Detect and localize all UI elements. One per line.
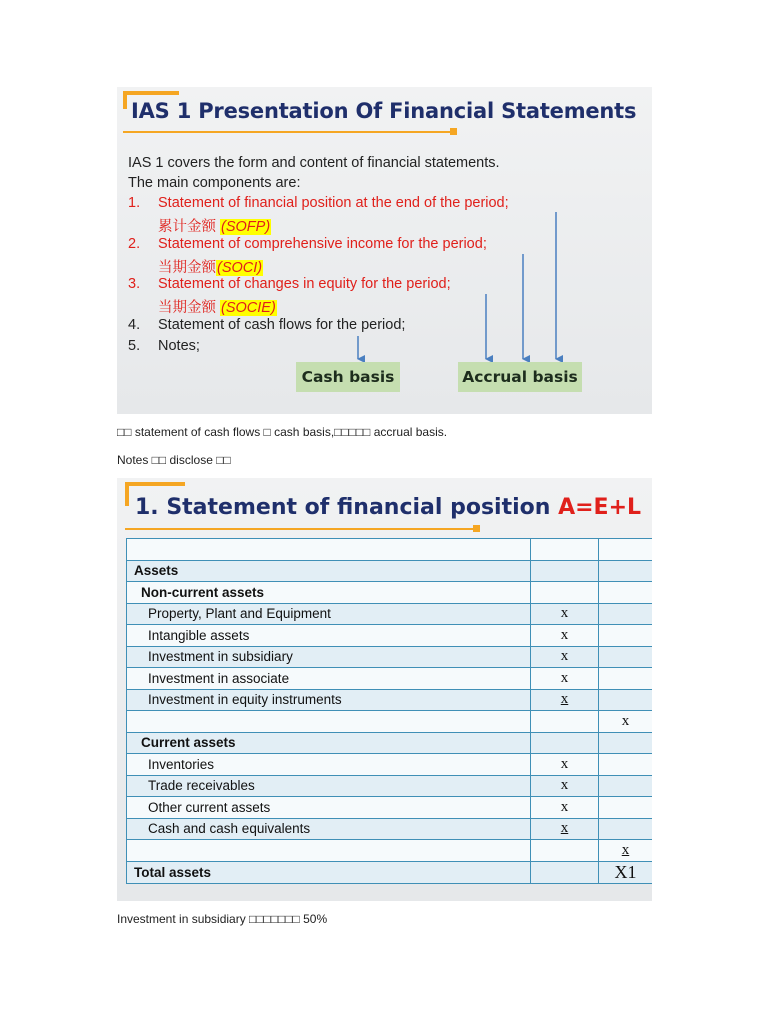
row-label (127, 840, 531, 862)
table-row (127, 603, 653, 625)
amount-column-1 (531, 711, 599, 733)
item-text: Statement of comprehensive income for the period; (158, 236, 487, 252)
amount-column-2 (599, 603, 653, 625)
row-label: Investment in equity instruments (127, 689, 531, 711)
row-label: Inventories (127, 754, 531, 776)
amount-column-2 (599, 754, 653, 776)
table-row (127, 775, 653, 797)
amount-column-1 (531, 539, 599, 561)
title-equation: A=E+L (558, 495, 642, 520)
table-row (127, 646, 653, 668)
slide-title: IAS 1 Presentation Of Financial Statements (131, 99, 637, 123)
amount-column-1 (531, 861, 599, 883)
amount-value: x (621, 841, 630, 858)
amount-column-1 (531, 560, 599, 582)
table-row (127, 582, 653, 604)
slide-sofp (117, 478, 652, 901)
intro-line-1: IAS 1 covers the form and content of financial statements. (128, 155, 500, 171)
sofp-table (126, 538, 652, 884)
amount-column-1 (531, 775, 599, 797)
title-main: 1. Statement of financial position (135, 495, 559, 520)
item-number: 1. (128, 195, 141, 211)
note-prefix: 当期金额 (158, 260, 216, 276)
row-label: Other current assets (127, 797, 531, 819)
amount-column-1 (531, 625, 599, 647)
row-label: Intangible assets (127, 625, 531, 647)
table-row (127, 840, 653, 862)
row-label: Cash and cash equivalents (127, 818, 531, 840)
table-row (127, 689, 653, 711)
table-row (127, 797, 653, 819)
amount-column-2 (599, 711, 653, 733)
amount-value: x (621, 712, 630, 729)
amount-value: x (560, 669, 569, 686)
amount-column-2 (599, 861, 653, 883)
amount-value: x (560, 820, 569, 837)
row-label: Investment in subsidiary (127, 646, 531, 668)
body-paragraph-3: Investment in subsidiary □□□□□□□ 50% (117, 912, 328, 926)
cash-basis-box: Cash basis (296, 362, 400, 392)
amount-value: x (560, 648, 569, 665)
amount-column-1 (531, 818, 599, 840)
amount-column-1 (531, 603, 599, 625)
amount-column-2 (599, 689, 653, 711)
amount-value: x (560, 755, 569, 772)
row-label: Assets (127, 560, 531, 582)
item-text: Statement of changes in equity for the period; (158, 276, 451, 292)
amount-value: x (560, 691, 569, 708)
item-number: 5. (128, 338, 141, 354)
item-text: Statement of financial position at the end of the period; (158, 195, 509, 211)
table-row (127, 861, 653, 883)
slide-title (135, 495, 641, 520)
row-label: Non-current assets (127, 582, 531, 604)
table-row (127, 818, 653, 840)
amount-column-2 (599, 840, 653, 862)
body-paragraph-1: □□ statement of cash flows □ cash basis,□□□□□ accrual basis. (117, 425, 448, 439)
amount-column-2 (599, 797, 653, 819)
amount-column-2 (599, 732, 653, 754)
item-number: 3. (128, 276, 141, 292)
amount-value: x (560, 798, 569, 815)
amount-column-1 (531, 840, 599, 862)
table-row (127, 539, 653, 561)
note-highlight-socie: (SOCIE) (221, 300, 276, 316)
amount-column-2 (599, 668, 653, 690)
item-number: 4. (128, 317, 141, 333)
table-row (127, 560, 653, 582)
amount-column-2 (599, 818, 653, 840)
item-text: Notes; (158, 338, 200, 354)
amount-column-1 (531, 689, 599, 711)
body-paragraph-2: Notes □□ disclose □□ (117, 453, 231, 467)
note-prefix: 累计金额 (158, 219, 221, 235)
amount-column-1 (531, 646, 599, 668)
table-row (127, 711, 653, 733)
amount-column-1 (531, 754, 599, 776)
slide-ias1-presentation (117, 87, 652, 414)
row-label: Property, Plant and Equipment (127, 603, 531, 625)
row-label: Trade receivables (127, 775, 531, 797)
note-prefix: 当期金额 (158, 300, 221, 316)
amount-column-1 (531, 668, 599, 690)
amount-column-2 (599, 560, 653, 582)
amount-column-2 (599, 625, 653, 647)
intro-line-2: The main components are: (128, 175, 301, 191)
amount-column-2 (599, 775, 653, 797)
row-label (127, 711, 531, 733)
table-row (127, 668, 653, 690)
note-highlight-sofp: (SOFP) (221, 219, 271, 235)
row-label: Current assets (127, 732, 531, 754)
amount-column-2 (599, 646, 653, 668)
title-dot-decoration (473, 525, 480, 532)
amount-column-1 (531, 732, 599, 754)
row-label: Investment in associate (127, 668, 531, 690)
amount-column-1 (531, 582, 599, 604)
amount-value: x (560, 605, 569, 622)
amount-column-1 (531, 797, 599, 819)
accrual-basis-box: Accrual basis (458, 362, 582, 392)
amount-value: x (560, 626, 569, 643)
table-row (127, 625, 653, 647)
row-label: Total assets (127, 861, 531, 883)
table-row (127, 754, 653, 776)
amount-value: X1 (614, 861, 637, 882)
note-highlight-soci: (SOCI) (217, 260, 263, 276)
amount-column-2 (599, 539, 653, 561)
item-text: Statement of cash flows for the period; (158, 317, 406, 333)
amount-value: x (560, 777, 569, 794)
table-row (127, 732, 653, 754)
row-label (127, 539, 531, 561)
title-underline-decoration (125, 528, 477, 530)
item-number: 2. (128, 236, 141, 252)
amount-column-2 (599, 582, 653, 604)
